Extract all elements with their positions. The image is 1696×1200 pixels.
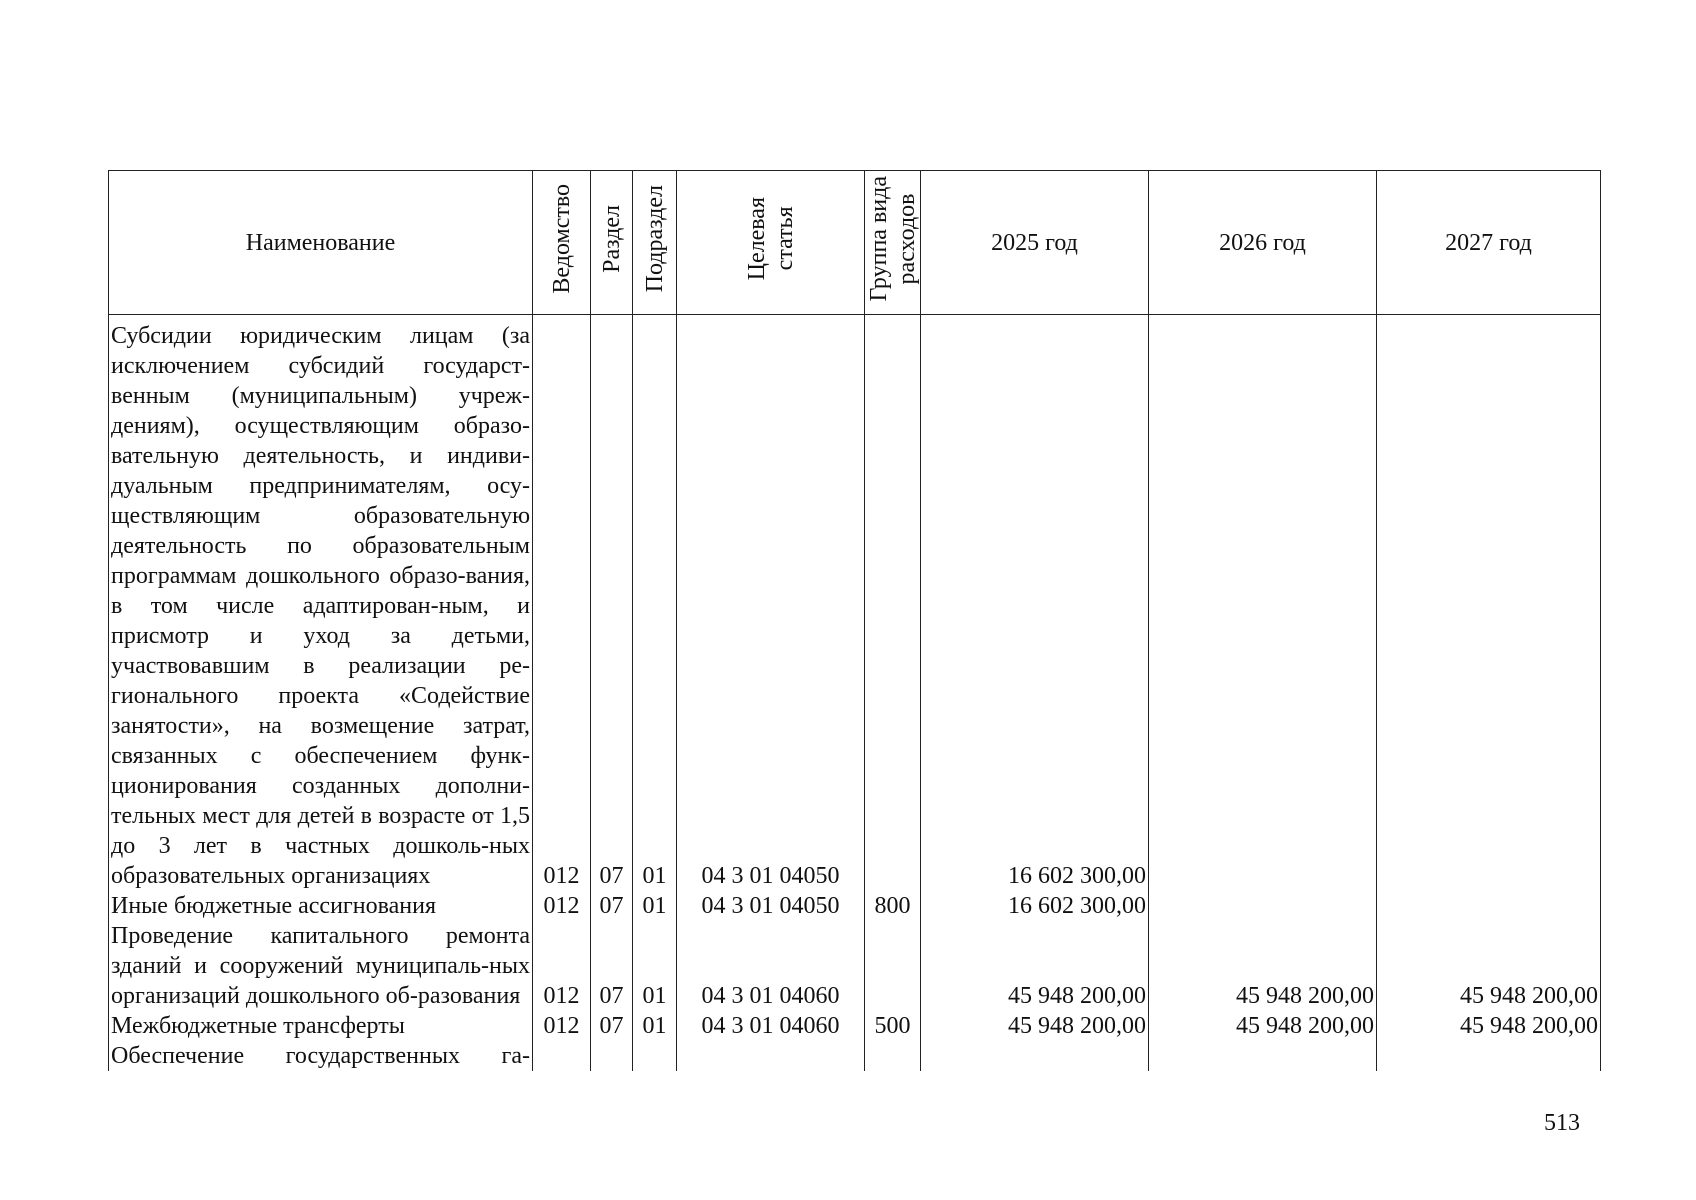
header-section-label: Раздел — [598, 204, 625, 273]
header-department — [533, 171, 591, 315]
page-number: 513 — [1544, 1110, 1580, 1136]
row-target-article — [677, 1041, 865, 1071]
header-expense-group-line2: расходов — [894, 193, 920, 284]
row-target-article: 04 3 01 04060 — [677, 1011, 865, 1041]
row-expense-group — [865, 921, 921, 1011]
row-name: Субсидии юридическим лицам (за исключением субсидий государст-венным (муниципальным) учреж-дениям), осуществляющим образо-вательную деятельность, и индиви-дуальным предпринимателям, осу-ществляющим образовательную деятельность по образовательным программам дошкольного образо-вания, в том числе адаптирован-ным, и присмотр и уход за детьми, участвовавшим в реализации ре-гионального проекта «Содействие занятости», на возмещение затрат, связанных с обеспечением функ-ционирования созданных дополни-тельных мест для детей в возрасте от 1,5 до 3 лет в частных дошколь-ных образовательных организациях — [109, 321, 533, 891]
row-expense-group — [865, 1041, 921, 1071]
header-year-2026: 2026 год — [1149, 171, 1377, 315]
header-expense-group-label — [865, 176, 921, 301]
table-row — [109, 891, 1601, 921]
header-subsection-label: Подраздел — [641, 184, 668, 293]
row-subsection: 01 — [633, 321, 677, 891]
header-target-article — [677, 171, 865, 315]
header-target-article-line1: Целевая — [743, 196, 770, 281]
row-amount-2026 — [1149, 1041, 1377, 1071]
row-department: 012 — [533, 1011, 591, 1041]
header-expense-group — [865, 171, 921, 315]
row-subsection: 01 — [633, 921, 677, 1011]
row-target-article: 04 3 01 04060 — [677, 921, 865, 1011]
table-row — [109, 1041, 1601, 1071]
row-amount-2025: 16 602 300,00 — [921, 321, 1149, 891]
header-row — [109, 171, 1601, 315]
header-target-article-label — [743, 197, 799, 280]
row-target-article: 04 3 01 04050 — [677, 891, 865, 921]
row-section: 07 — [591, 321, 633, 891]
row-amount-2027: 45 948 200,00 — [1377, 921, 1601, 1011]
row-amount-2026: 45 948 200,00 — [1149, 921, 1377, 1011]
row-amount-2025 — [921, 1041, 1149, 1071]
row-department: 012 — [533, 891, 591, 921]
header-year-2025: 2025 год — [921, 171, 1149, 315]
row-name: Иные бюджетные ассигнования — [109, 891, 533, 921]
row-amount-2026 — [1149, 321, 1377, 891]
header-department-label: Ведомство — [548, 183, 575, 294]
header-year-2027: 2027 год — [1377, 171, 1601, 315]
row-name: Межбюджетные трансферты — [109, 1011, 533, 1041]
header-expense-group-line1: Группа вида — [866, 175, 892, 302]
row-section — [591, 1041, 633, 1071]
row-department: 012 — [533, 321, 591, 891]
table-row — [109, 321, 1601, 891]
row-expense-group — [865, 321, 921, 891]
row-amount-2027: 45 948 200,00 — [1377, 1011, 1601, 1041]
row-expense-group: 800 — [865, 891, 921, 921]
row-amount-2026: 45 948 200,00 — [1149, 1011, 1377, 1041]
row-amount-2025: 16 602 300,00 — [921, 891, 1149, 921]
row-amount-2025: 45 948 200,00 — [921, 921, 1149, 1011]
header-target-article-line2: статья — [771, 206, 798, 271]
table-row — [109, 1011, 1601, 1041]
row-department — [533, 1041, 591, 1071]
row-subsection: 01 — [633, 891, 677, 921]
header-section — [591, 171, 633, 315]
table-row — [109, 921, 1601, 1011]
row-amount-2027 — [1377, 321, 1601, 891]
row-name: Обеспечение государственных га- — [109, 1041, 533, 1071]
row-section: 07 — [591, 921, 633, 1011]
header-name: Наименование — [109, 171, 533, 315]
row-section: 07 — [591, 1011, 633, 1041]
row-subsection: 01 — [633, 1011, 677, 1041]
row-department: 012 — [533, 921, 591, 1011]
row-name: Проведение капитального ремонта зданий и сооружений муниципаль-ных организаций дошкольного об-разования — [109, 921, 533, 1011]
row-section: 07 — [591, 891, 633, 921]
budget-table — [108, 170, 1601, 1071]
row-amount-2027 — [1377, 1041, 1601, 1071]
header-subsection — [633, 171, 677, 315]
row-amount-2027 — [1377, 891, 1601, 921]
row-amount-2025: 45 948 200,00 — [921, 1011, 1149, 1041]
row-subsection — [633, 1041, 677, 1071]
row-amount-2026 — [1149, 891, 1377, 921]
row-target-article: 04 3 01 04050 — [677, 321, 865, 891]
row-expense-group: 500 — [865, 1011, 921, 1041]
